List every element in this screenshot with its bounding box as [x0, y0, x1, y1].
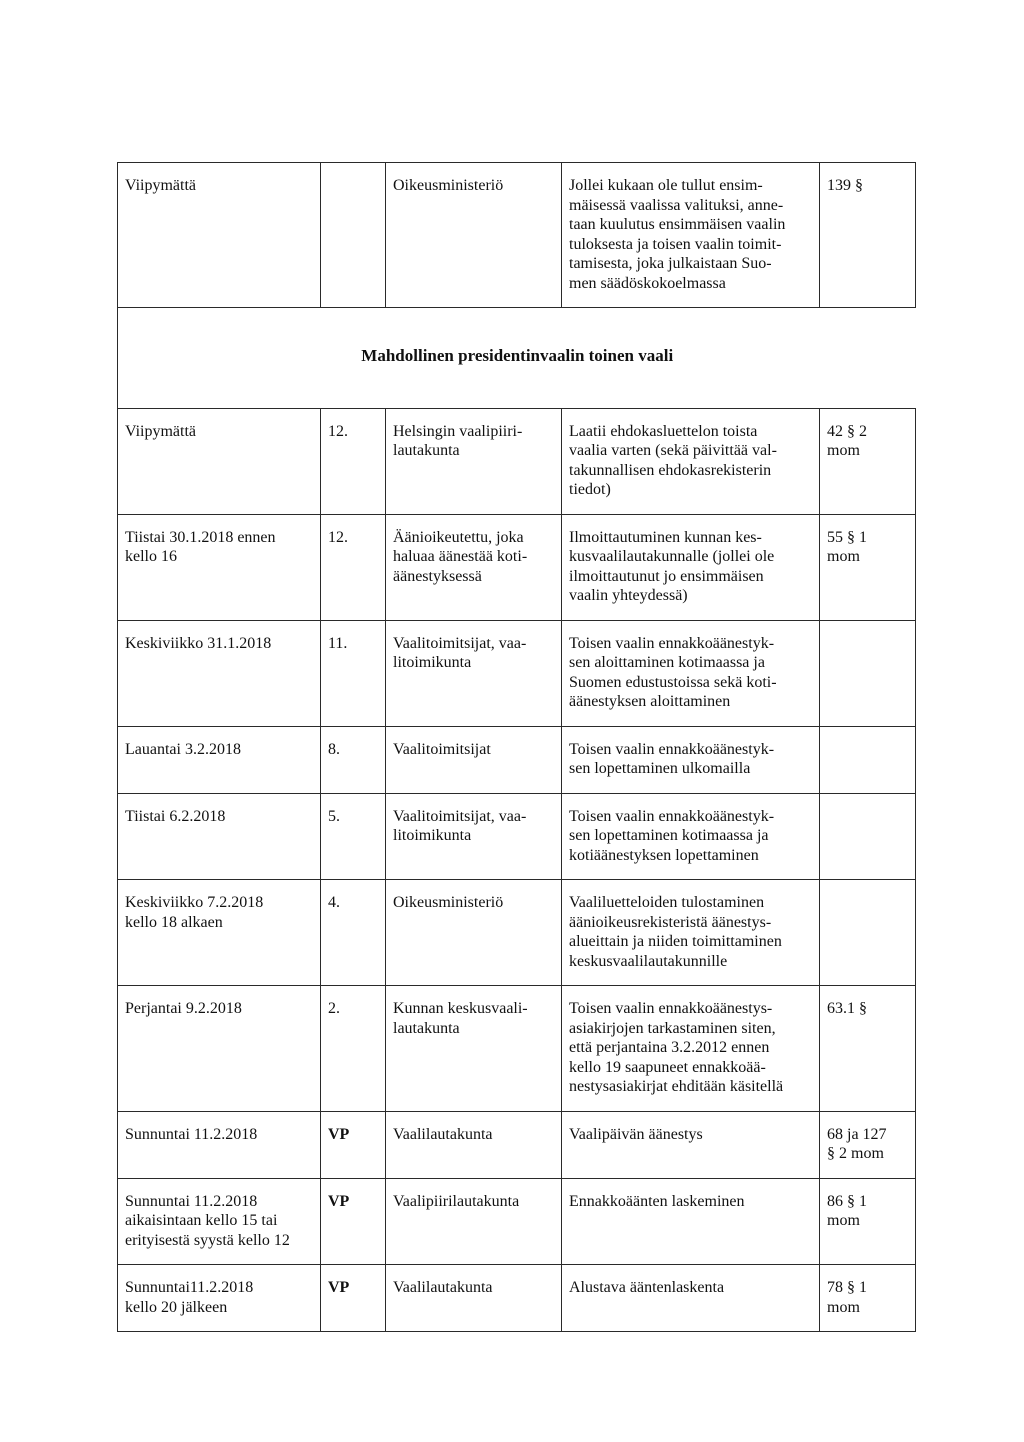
actor-text: lautakunta: [393, 1019, 460, 1037]
action-text: tamisesta, joka julkaistaan Suo-: [569, 255, 772, 272]
actor-text: Vaalitoimitsijat, vaa-: [393, 634, 527, 652]
actor-cell: [386, 163, 562, 308]
action-text: äänioikeusrekisteristä äänestys-: [569, 913, 772, 931]
law-text: § 2 mom: [827, 1145, 884, 1162]
action-cell: [562, 1265, 820, 1332]
day-count-text: 11.: [328, 634, 348, 652]
action-text: kotiäänestyksen lopettaminen: [569, 846, 759, 864]
action-text: sen lopettaminen ulkomailla: [569, 760, 751, 777]
day-count-cell: [321, 1178, 386, 1265]
action-cell: [562, 163, 820, 308]
actor-cell: [386, 1265, 562, 1332]
law-cell: [820, 726, 916, 793]
action-cell: [562, 986, 820, 1112]
law-text: mom: [827, 1298, 860, 1316]
day-text: Sunnuntai11.2.2018: [125, 1279, 254, 1296]
actor-cell: [386, 726, 562, 793]
day-count-text: VP: [328, 1125, 350, 1143]
law-cell: [820, 880, 916, 986]
day-count-cell: [321, 408, 386, 514]
law-text: 139 §: [827, 177, 863, 194]
day-text: Viipymättä: [125, 177, 197, 194]
action-cell: [562, 408, 820, 514]
actor-text: Oikeusministeriö: [393, 177, 504, 194]
day-count-text: 4.: [328, 894, 340, 911]
day-text: kello 20 jälkeen: [125, 1298, 228, 1316]
table-row: [118, 1178, 916, 1265]
action-text: Toisen vaalin ennakkoäänestyk-: [569, 634, 775, 652]
day-text: erityisestä syystä kello 12: [125, 1231, 290, 1249]
action-text: tiedot): [569, 481, 611, 498]
actor-cell: [386, 408, 562, 514]
day-count-text: 5.: [328, 807, 340, 825]
action-text: sen lopettaminen kotimaassa ja: [569, 827, 769, 844]
law-text: 55 § 1: [827, 528, 867, 546]
section-title: Mahdollinen presidentinvaalin toinen vaali: [361, 346, 674, 365]
actor-cell: [386, 1111, 562, 1178]
law-cell: [820, 1178, 916, 1265]
day-count-text: 12.: [328, 528, 348, 546]
action-text: Ilmoittautuminen kunnan kes-: [569, 528, 762, 546]
law-cell: [820, 1265, 916, 1332]
table-row: [118, 793, 916, 880]
actor-cell: [386, 880, 562, 986]
law-cell: [820, 163, 916, 308]
law-text: 68 ja 127: [827, 1125, 887, 1143]
actor-cell: [386, 1178, 562, 1265]
actor-text: haluaa äänestää koti-: [393, 548, 528, 565]
day-text: Tiistai 6.2.2018: [125, 807, 226, 825]
day-text: Perjantai 9.2.2018: [125, 1000, 242, 1017]
day-cell: [118, 726, 321, 793]
action-text: tuloksesta ja toisen vaalin toimit-: [569, 235, 782, 253]
action-cell: [562, 620, 820, 726]
action-text: Toisen vaalin ennakkoäänestyk-: [569, 807, 775, 825]
action-text: vaalin yhteydessä): [569, 587, 688, 604]
day-count-text: VP: [328, 1192, 350, 1210]
law-text: 63.1 §: [827, 1000, 867, 1017]
action-text: alueittain ja niiden toimittaminen: [569, 933, 782, 950]
actor-cell: [386, 986, 562, 1112]
action-text: Vaalipäivän äänestys: [569, 1125, 703, 1143]
day-count-cell: [321, 1265, 386, 1332]
actor-text: litoimikunta: [393, 654, 472, 671]
law-cell: [820, 408, 916, 514]
day-count-cell: [321, 726, 386, 793]
action-text: että perjantaina 3.2.2012 ennen: [569, 1039, 770, 1056]
law-cell: [820, 986, 916, 1112]
action-cell: [562, 793, 820, 880]
action-text: Vaaliluetteloiden tulostaminen: [569, 894, 765, 911]
action-text: takunnallisen ehdokasrekisterin: [569, 461, 772, 479]
law-text: mom: [827, 548, 860, 565]
action-text: Jollei kukaan ole tullut ensim-: [569, 177, 763, 194]
actor-text: litoimikunta: [393, 827, 472, 844]
day-cell: [118, 793, 321, 880]
actor-text: äänestyksessä: [393, 567, 482, 585]
day-text: kello 18 alkaen: [125, 913, 223, 931]
table-row: [118, 1111, 916, 1178]
action-cell: [562, 880, 820, 986]
day-count-text: VP: [328, 1279, 350, 1296]
law-cell: [820, 514, 916, 620]
day-cell: [118, 1265, 321, 1332]
day-count-cell: [321, 620, 386, 726]
actor-text: Vaalilautakunta: [393, 1125, 493, 1143]
law-text: 78 § 1: [827, 1279, 867, 1296]
day-count-text: 12.: [328, 422, 348, 440]
actor-text: Vaalitoimitsijat: [393, 740, 491, 758]
action-cell: [562, 514, 820, 620]
actor-text: Vaalilautakunta: [393, 1279, 493, 1296]
action-text: Suomen edustustoissa sekä koti-: [569, 673, 777, 691]
action-text: sen aloittaminen kotimaassa ja: [569, 654, 765, 671]
election-schedule-table: [117, 162, 916, 1332]
action-text: Ennakkoäänten laskeminen: [569, 1192, 745, 1210]
actor-cell: [386, 793, 562, 880]
table-row: [118, 514, 916, 620]
action-text: vaalia varten (sekä päivittää val-: [569, 442, 777, 459]
action-text: Alustava ääntenlaskenta: [569, 1279, 725, 1296]
day-text: Sunnuntai 11.2.2018: [125, 1192, 258, 1210]
law-cell: [820, 620, 916, 726]
day-count-cell: [321, 986, 386, 1112]
day-text: aikaisintaan kello 15 tai: [125, 1212, 278, 1229]
section-row: [118, 308, 916, 409]
day-cell: [118, 1111, 321, 1178]
table-row: [118, 726, 916, 793]
day-cell: [118, 620, 321, 726]
law-text: 86 § 1: [827, 1192, 867, 1210]
day-cell: [118, 986, 321, 1112]
action-text: Toisen vaalin ennakkoäänestyk-: [569, 740, 775, 758]
law-cell: [820, 1111, 916, 1178]
law-text: mom: [827, 1212, 860, 1229]
day-cell: [118, 880, 321, 986]
day-cell: [118, 1178, 321, 1265]
day-cell: [118, 163, 321, 308]
action-cell: [562, 1178, 820, 1265]
law-text: mom: [827, 442, 860, 459]
actor-cell: [386, 620, 562, 726]
table-row: [118, 880, 916, 986]
section-cell: [118, 308, 916, 409]
table-row: [118, 408, 916, 514]
actor-text: lautakunta: [393, 442, 460, 459]
action-text: Laatii ehdokasluettelon toista: [569, 422, 758, 440]
day-count-text: 8.: [328, 740, 340, 758]
table-row: [118, 620, 916, 726]
day-count-cell: [321, 163, 386, 308]
action-text: kusvaalilautakunnalle (jollei ole: [569, 548, 775, 565]
day-count-cell: [321, 514, 386, 620]
action-text: Toisen vaalin ennakkoäänestys-: [569, 1000, 773, 1017]
day-text: Keskiviikko 31.1.2018: [125, 634, 272, 652]
action-cell: [562, 1111, 820, 1178]
day-count-text: 2.: [328, 1000, 340, 1017]
action-text: äänestyksen aloittaminen: [569, 693, 731, 710]
action-text: mäisessä vaalissa valituksi, anne-: [569, 196, 784, 214]
law-text: 42 § 2: [827, 422, 867, 440]
day-count-cell: [321, 1111, 386, 1178]
action-text: keskusvaalilautakunnille: [569, 952, 728, 970]
actor-text: Vaalitoimitsijat, vaa-: [393, 807, 527, 825]
day-text: Viipymättä: [125, 422, 197, 440]
day-text: Tiistai 30.1.2018 ennen: [125, 528, 276, 546]
actor-text: Vaalipiirilautakunta: [393, 1192, 520, 1210]
day-cell: [118, 408, 321, 514]
table-row: [118, 1265, 916, 1332]
law-cell: [820, 793, 916, 880]
day-text: Lauantai 3.2.2018: [125, 740, 241, 758]
action-text: asiakirjojen tarkastaminen siten,: [569, 1019, 776, 1037]
action-cell: [562, 726, 820, 793]
day-text: Keskiviikko 7.2.2018: [125, 894, 264, 911]
day-text: Sunnuntai 11.2.2018: [125, 1125, 258, 1143]
actor-text: Helsingin vaalipiiri-: [393, 422, 523, 440]
action-text: kello 19 saapuneet ennakkoää-: [569, 1058, 766, 1076]
day-count-cell: [321, 880, 386, 986]
table-row: [118, 986, 916, 1112]
day-text: kello 16: [125, 548, 177, 565]
action-text: ilmoittautunut jo ensimmäisen: [569, 567, 764, 585]
actor-text: Äänioikeutettu, joka: [393, 528, 524, 546]
table-row: [118, 163, 916, 308]
action-text: men säädöskokoelmassa: [569, 274, 726, 292]
actor-text: Oikeusministeriö: [393, 894, 504, 911]
day-count-cell: [321, 793, 386, 880]
day-cell: [118, 514, 321, 620]
actor-cell: [386, 514, 562, 620]
actor-text: Kunnan keskusvaali-: [393, 1000, 528, 1017]
action-text: nestysasiakirjat ehditään käsitellä: [569, 1078, 784, 1095]
action-text: taan kuulutus ensimmäisen vaalin: [569, 216, 786, 233]
